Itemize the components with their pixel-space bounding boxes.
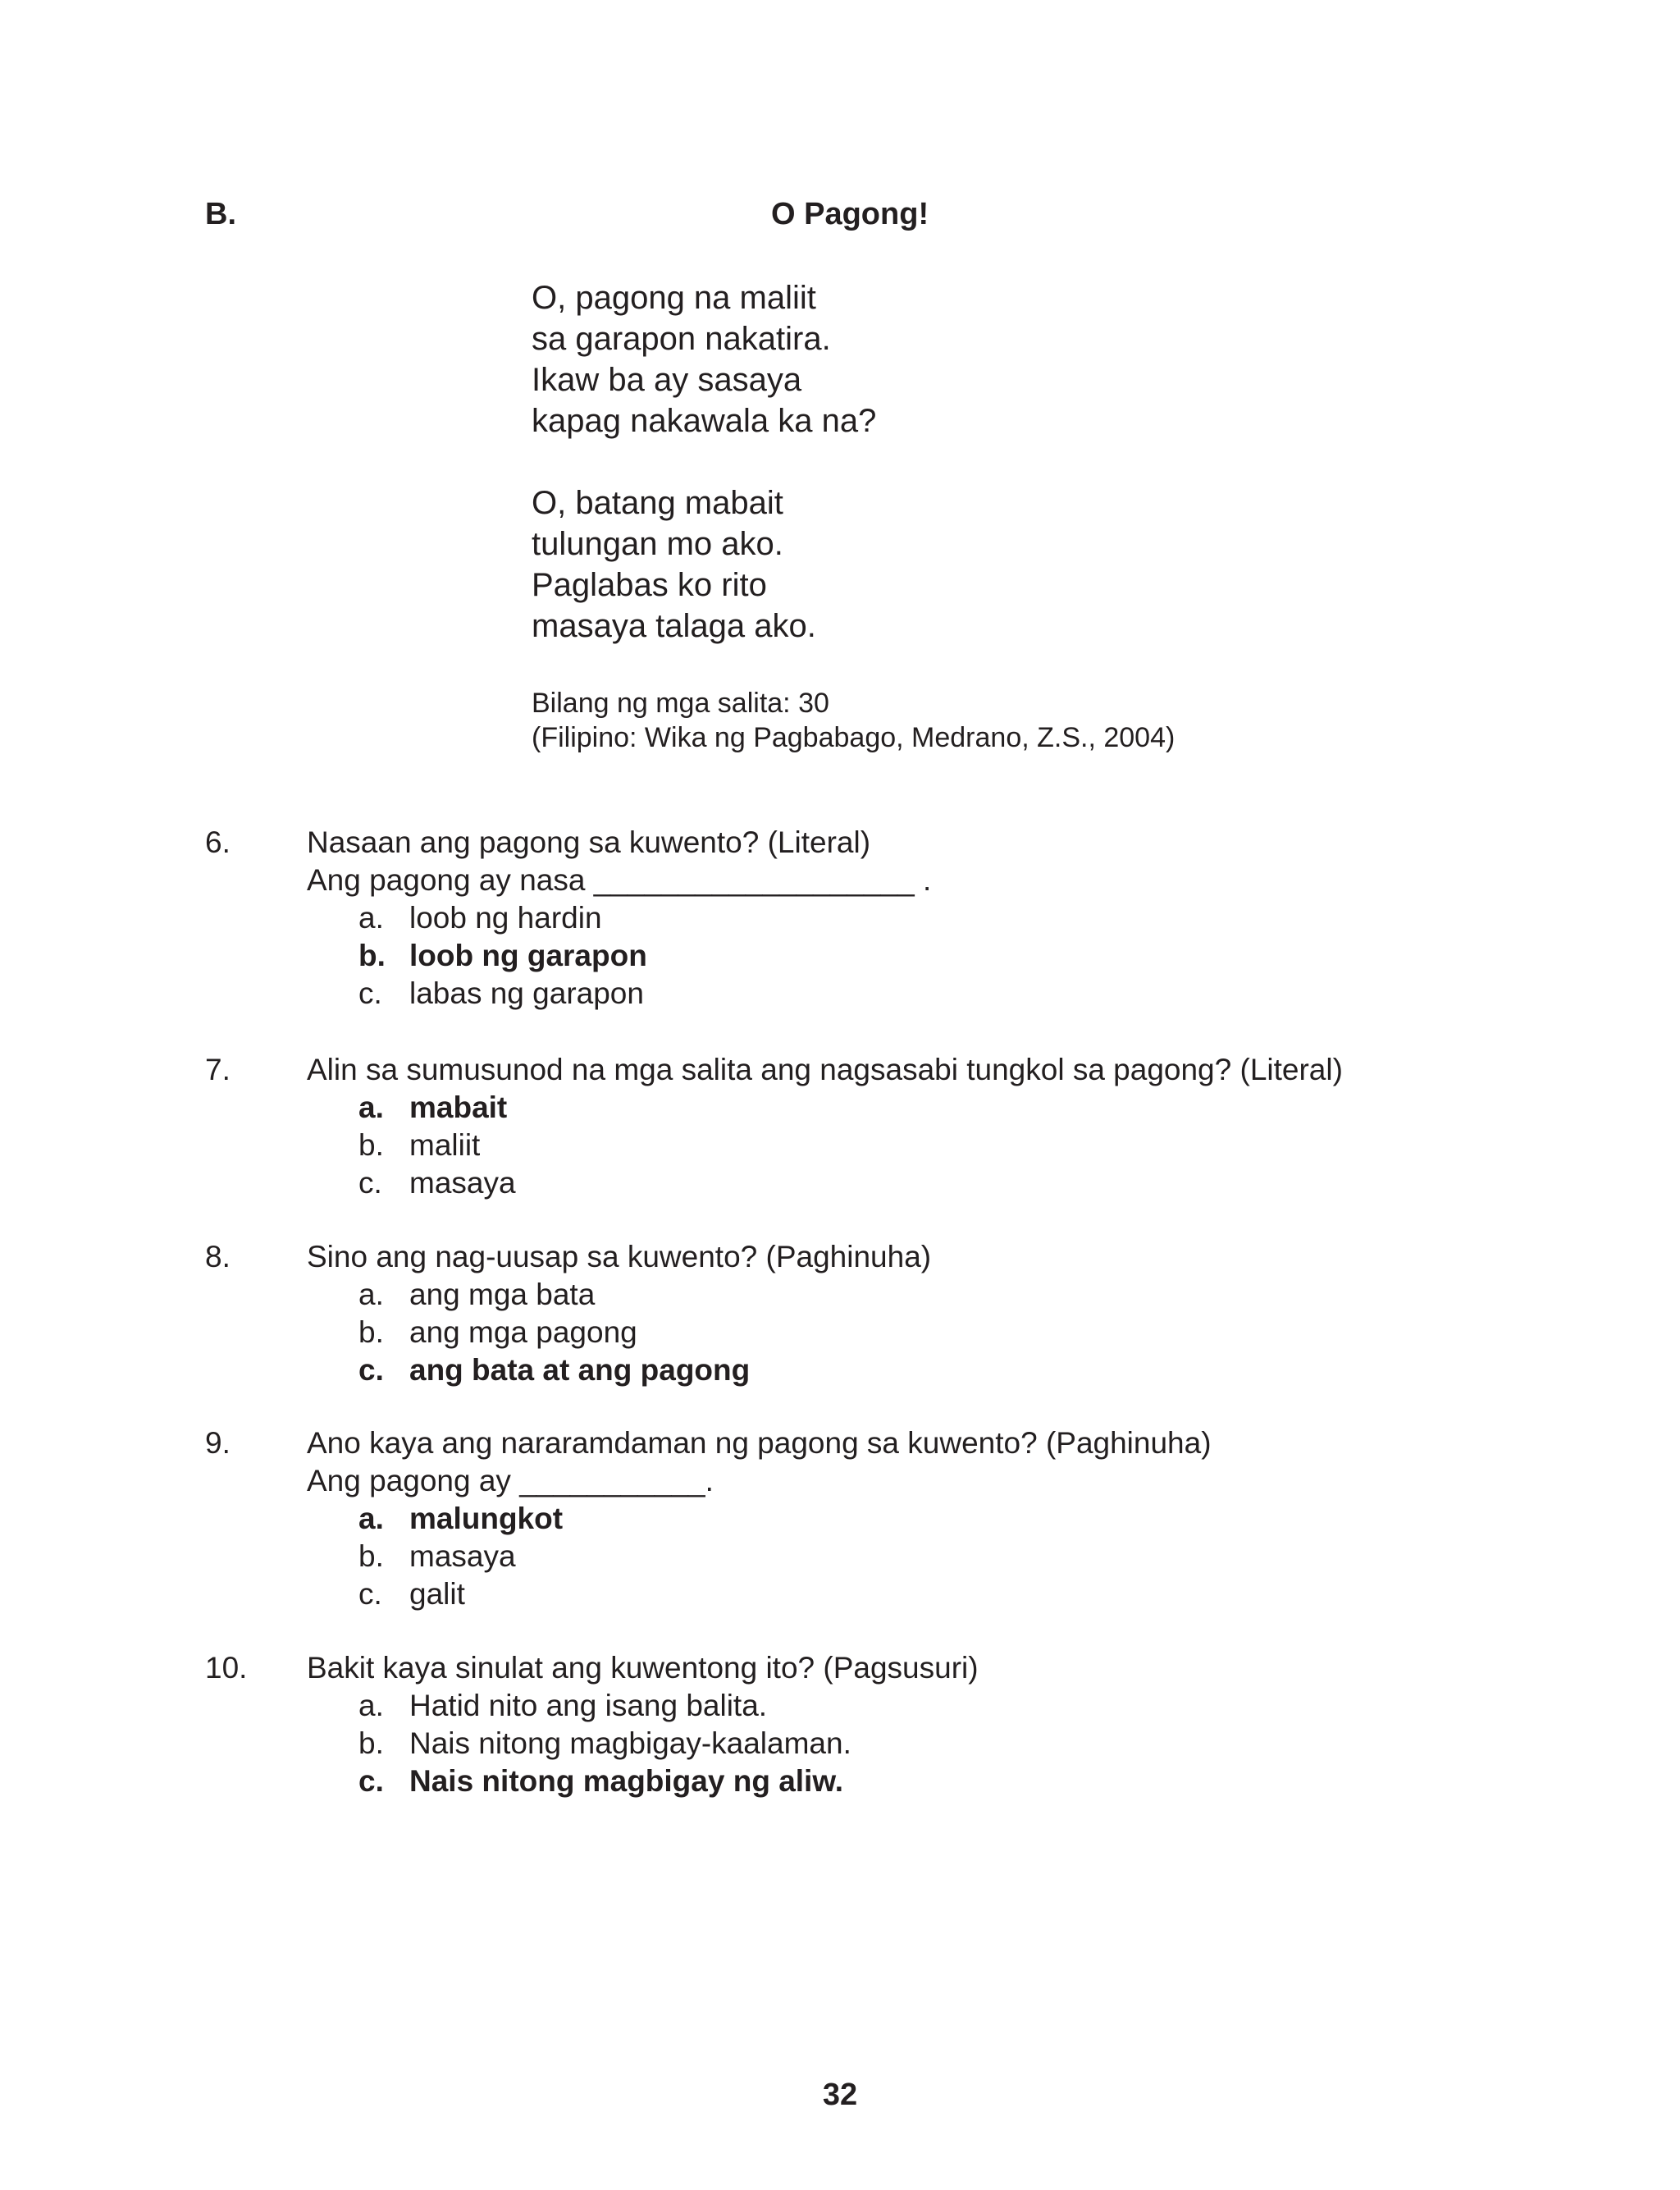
poem-line: O, batang mabait bbox=[532, 485, 783, 521]
choice-letter: b. bbox=[358, 1539, 384, 1573]
choice-b[interactable] bbox=[307, 937, 931, 975]
choice-text: mabait bbox=[409, 1090, 508, 1124]
question-number: 8. bbox=[205, 1240, 231, 1273]
choice-list bbox=[307, 1500, 1212, 1613]
choice-letter: b. bbox=[358, 939, 386, 972]
question-number: 9. bbox=[205, 1426, 231, 1460]
choice-letter: c. bbox=[358, 976, 382, 1010]
question-number: 10. bbox=[205, 1651, 248, 1685]
question-body bbox=[307, 1649, 979, 1800]
question-prompt: Nasaan ang pagong sa kuwento? (Literal) bbox=[307, 825, 871, 859]
word-count: Bilang ng mga salita: 30 bbox=[532, 688, 829, 719]
choice-a[interactable] bbox=[307, 899, 931, 937]
choice-a[interactable] bbox=[307, 1276, 931, 1314]
poem-line: O, pagong na maliit bbox=[532, 280, 816, 316]
choice-c[interactable] bbox=[307, 1763, 979, 1800]
choice-text: maliit bbox=[409, 1128, 481, 1162]
poem-line: masaya talaga ako. bbox=[532, 608, 816, 644]
question-body bbox=[307, 1051, 1343, 1202]
choice-a[interactable] bbox=[307, 1089, 1343, 1127]
choice-text: malungkot bbox=[409, 1502, 564, 1535]
poem-line: Paglabas ko rito bbox=[532, 567, 767, 603]
question-body bbox=[307, 1424, 1212, 1613]
question-body bbox=[307, 824, 931, 1013]
choice-a[interactable] bbox=[307, 1500, 1212, 1538]
question-body bbox=[307, 1238, 931, 1389]
choice-text: masaya bbox=[409, 1539, 516, 1573]
source-citation: (Filipino: Wika ng Pagbabago, Medrano, Z.S., 2004) bbox=[532, 722, 1176, 753]
choice-text: ang mga pagong bbox=[409, 1315, 637, 1349]
section-letter: B. bbox=[205, 197, 236, 231]
poem-metadata bbox=[532, 686, 1175, 755]
choice-letter: a. bbox=[358, 1689, 384, 1722]
page-number: 32 bbox=[822, 2078, 858, 2112]
choice-b[interactable] bbox=[307, 1127, 1343, 1164]
choice-text: labas ng garapon bbox=[409, 976, 644, 1010]
question-prompt: Sino ang nag-uusap sa kuwento? (Paghinuha) bbox=[307, 1240, 932, 1273]
poem bbox=[532, 277, 876, 647]
poem-line: kapag nakawala ka na? bbox=[532, 403, 877, 439]
choice-text: galit bbox=[409, 1577, 465, 1611]
choice-letter: c. bbox=[358, 1166, 382, 1200]
poem-line: tulungan mo ako. bbox=[532, 526, 783, 562]
choice-c[interactable] bbox=[307, 1164, 1343, 1202]
choice-a[interactable] bbox=[307, 1687, 979, 1725]
choice-list bbox=[307, 1687, 979, 1800]
choice-list bbox=[307, 899, 931, 1013]
choice-text: loob ng hardin bbox=[409, 901, 602, 935]
stanza-gap bbox=[532, 441, 876, 482]
choice-letter: b. bbox=[358, 1726, 384, 1760]
choice-c[interactable] bbox=[307, 1351, 931, 1389]
question-prompt: Bakit kaya sinulat ang kuwentong ito? (Pagsusuri) bbox=[307, 1651, 979, 1685]
choice-text: Nais nitong magbigay-kaalaman. bbox=[409, 1726, 851, 1760]
choice-letter: b. bbox=[358, 1128, 384, 1162]
poem-line: sa garapon nakatira. bbox=[532, 321, 831, 357]
poem-title: O Pagong! bbox=[771, 197, 929, 231]
question-stem: Ang pagong ay ___________. bbox=[307, 1464, 714, 1497]
question-prompt: Ano kaya ang nararamdaman ng pagong sa kuwento? (Paghinuha) bbox=[307, 1426, 1212, 1460]
choice-letter: c. bbox=[358, 1353, 384, 1387]
choice-text: loob ng garapon bbox=[409, 939, 647, 972]
choice-text: Nais nitong magbigay ng aliw. bbox=[409, 1764, 844, 1798]
question-stem: Ang pagong ay nasa ___________________ . bbox=[307, 863, 932, 897]
choice-letter: a. bbox=[358, 1278, 384, 1311]
choice-list bbox=[307, 1089, 1343, 1202]
choice-letter: b. bbox=[358, 1315, 384, 1349]
choice-text: ang bata at ang pagong bbox=[409, 1353, 751, 1387]
choice-c[interactable] bbox=[307, 1575, 1212, 1613]
choice-letter: a. bbox=[358, 1502, 384, 1535]
choice-letter: a. bbox=[358, 901, 384, 935]
poem-line: Ikaw ba ay sasaya bbox=[532, 362, 802, 398]
choice-c[interactable] bbox=[307, 975, 931, 1013]
choice-b[interactable] bbox=[307, 1538, 1212, 1575]
choice-letter: c. bbox=[358, 1764, 384, 1798]
choice-list bbox=[307, 1276, 931, 1389]
choice-b[interactable] bbox=[307, 1314, 931, 1351]
question-prompt: Alin sa sumusunod na mga salita ang nagsasabi tungkol sa pagong? (Literal) bbox=[307, 1053, 1343, 1086]
choice-letter: c. bbox=[358, 1577, 382, 1611]
choice-b[interactable] bbox=[307, 1725, 979, 1763]
choice-text: masaya bbox=[409, 1166, 516, 1200]
choice-letter: a. bbox=[358, 1090, 384, 1124]
question-number: 7. bbox=[205, 1053, 231, 1086]
choice-text: Hatid nito ang isang balita. bbox=[409, 1689, 768, 1722]
question-number: 6. bbox=[205, 825, 231, 859]
choice-text: ang mga bata bbox=[409, 1278, 596, 1311]
